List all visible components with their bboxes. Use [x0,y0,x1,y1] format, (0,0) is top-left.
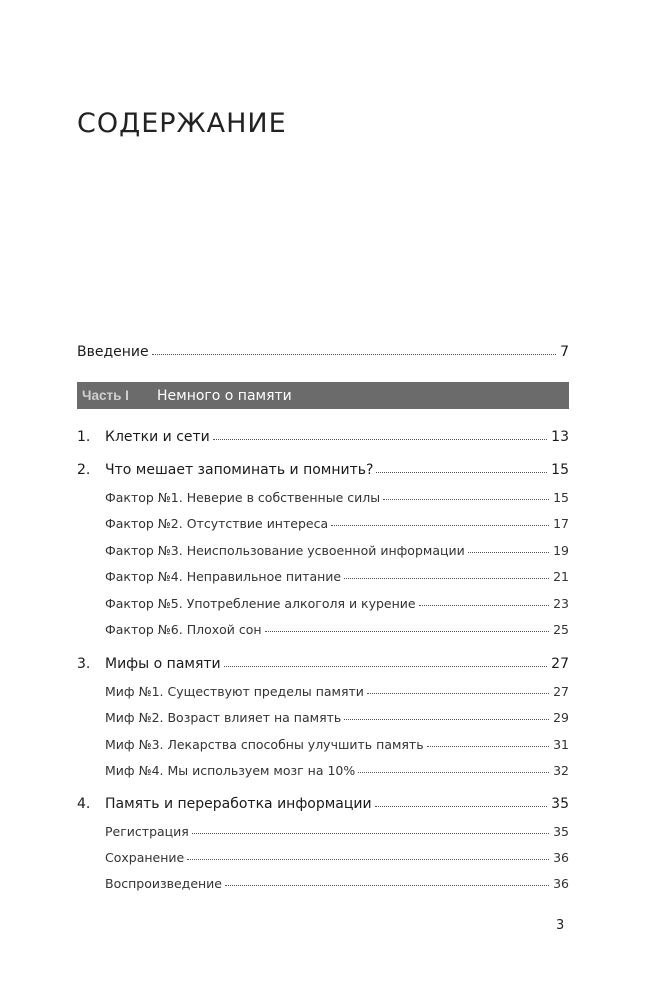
chapter-label: Что мешает запоминать и помнить? [105,462,374,478]
subentry-label: Миф №1. Существуют пределы памяти [105,684,364,699]
dot-leader [367,693,549,694]
subentry-label: Фактор №1. Неверие в собственные силы [105,490,381,505]
page-title: СОДЕРЖАНИЕ [77,108,287,139]
dot-leader [376,472,547,473]
chapter-page: 27 [551,656,569,672]
subentry-page: 29 [553,710,569,725]
part-number: Часть I [82,388,129,403]
dot-leader [213,439,547,440]
subentry-page: 21 [553,569,569,584]
dot-leader [224,666,548,667]
chapter-page: 35 [551,796,569,812]
subentry-label: Миф №3. Лекарства способны улучшить память [105,737,424,752]
subentry-label: Фактор №3. Неиспользование усвоенной информации [105,543,465,558]
subentry-page: 31 [553,737,569,752]
dot-leader [187,859,549,860]
toc-subentry[interactable] [77,869,569,891]
dot-leader [331,525,549,526]
subentry-label: Сохранение [105,850,185,865]
chapter-number: 1. [77,429,91,445]
subentry-page: 36 [553,850,569,865]
toc-chapter-3[interactable] [77,650,569,672]
subentry-label: Фактор №6. Плохой сон [105,622,262,637]
toc-entry-intro[interactable] [77,338,569,360]
subentry-label: Фактор №4. Неправильное питание [105,569,342,584]
toc-subentry[interactable] [77,615,569,637]
subentry-page: 23 [553,596,569,611]
toc-subentry[interactable] [77,483,569,505]
part-banner [77,382,569,409]
toc-chapter-4[interactable] [77,790,569,812]
subentry-page: 17 [553,516,569,531]
toc-subentry[interactable] [77,756,569,778]
toc-subentry[interactable] [77,843,569,865]
dot-leader [468,552,549,553]
chapter-label: Клетки и сети [105,429,210,445]
chapter-page: 13 [551,429,569,445]
dot-leader [419,605,549,606]
chapter-label: Мифы о памяти [105,656,221,672]
toc-subentry[interactable] [77,536,569,558]
chapter-label: Память и переработка информации [105,796,372,812]
chapter-page: 15 [551,462,569,478]
dot-leader [152,354,556,355]
dot-leader [383,499,549,500]
toc-subentry[interactable] [77,509,569,531]
toc-subentry[interactable] [77,562,569,584]
chapter-number: 2. [77,462,91,478]
subentry-page: 19 [553,543,569,558]
subentry-label: Фактор №2. Отсутствие интереса [105,516,329,531]
subentry-label: Фактор №5. Употребление алкоголя и курение [105,596,416,611]
page-number: 3 [556,918,565,933]
subentry-page: 36 [553,876,569,891]
subentry-page: 25 [553,622,569,637]
toc-subentry[interactable] [77,677,569,699]
dot-leader [265,631,550,632]
dot-leader [358,772,549,773]
toc-chapter-1[interactable] [77,423,569,445]
dot-leader [375,806,548,807]
subentry-page: 32 [553,763,569,778]
dot-leader [344,578,549,579]
dot-leader [192,833,549,834]
subentry-label: Регистрация [105,824,189,839]
subentry-page: 27 [553,684,569,699]
toc-entry-label: Введение [77,344,149,360]
subentry-page: 15 [553,490,569,505]
dot-leader [225,885,549,886]
chapter-number: 3. [77,656,91,672]
toc-subentry[interactable] [77,703,569,725]
subentry-label: Миф №2. Возраст влияет на память [105,710,342,725]
part-title: Немного о памяти [157,387,292,404]
toc-entry-page: 7 [560,344,569,360]
chapter-number: 4. [77,796,91,812]
dot-leader [344,719,549,720]
dot-leader [427,746,550,747]
subentry-page: 35 [553,824,569,839]
subentry-label: Миф №4. Мы используем мозг на 10% [105,763,356,778]
toc-subentry[interactable] [77,730,569,752]
toc-subentry[interactable] [77,589,569,611]
toc-subentry[interactable] [77,817,569,839]
toc-chapter-2[interactable] [77,456,569,478]
subentry-label: Воспроизведение [105,876,222,891]
